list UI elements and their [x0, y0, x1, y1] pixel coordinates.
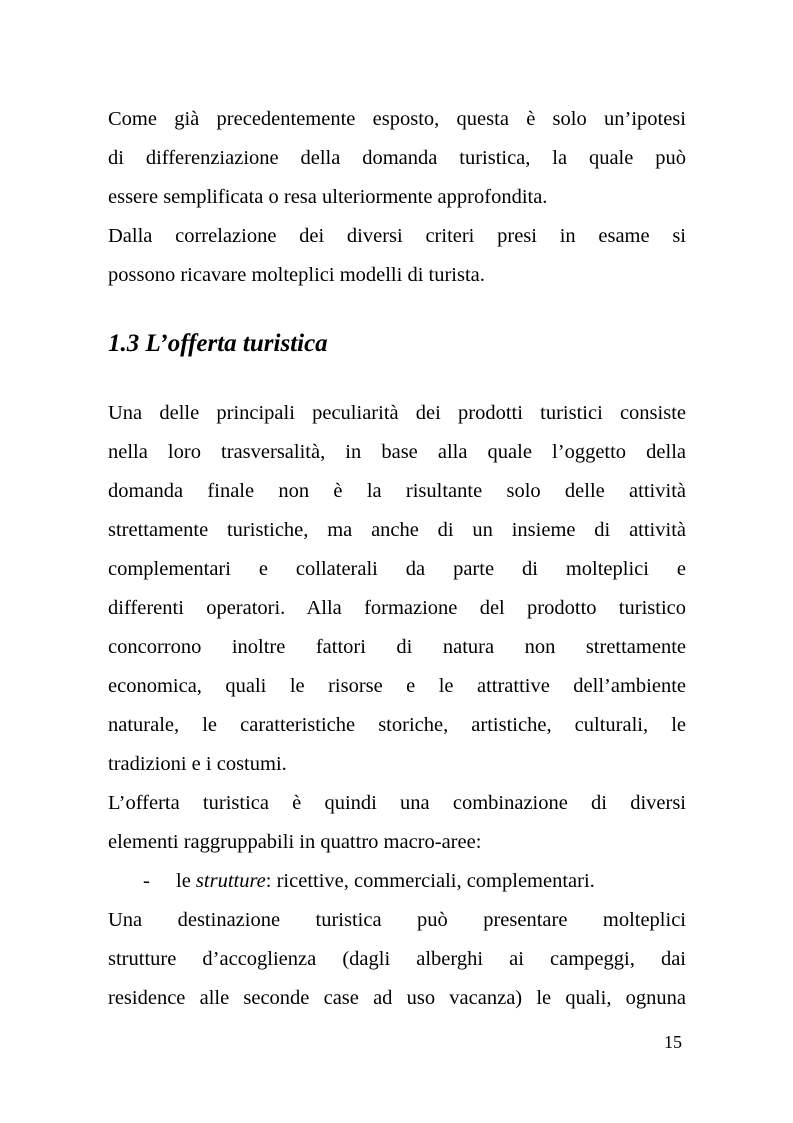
paragraph-line: complementari e collaterali da parte di molteplici e [108, 558, 686, 580]
list-item-text [176, 862, 595, 901]
paragraph-line: Una delle principali peculiarità dei prodotti turistici consiste [108, 402, 686, 424]
paragraph-line: elementi raggruppabili in quattro macro-aree: [108, 831, 482, 853]
paragraph-line: L’offerta turistica è quindi una combinazione di diversi [108, 792, 686, 814]
paragraph-line: residence alle seconde case ad uso vacanza) le quali, ognuna [108, 987, 686, 1009]
page-number: 15 [664, 1032, 682, 1052]
section-heading: 1.3 L’offerta turistica [108, 330, 328, 357]
paragraph-line: Dalla correlazione dei diversi criteri presi in esame si [108, 225, 686, 247]
paragraph-line: di differenziazione della domanda turistica, la quale può [108, 147, 686, 169]
paragraph-line: naturale, le caratteristiche storiche, artistiche, culturali, le [108, 714, 686, 736]
paragraph-line: essere semplificata o resa ulteriormente approfondita. [108, 186, 548, 208]
list-dash: - [143, 870, 150, 892]
paragraph-line: differenti operatori. Alla formazione del prodotto turistico [108, 597, 686, 619]
list-item-suffix: : ricettive, commerciali, complementari. [265, 870, 595, 892]
paragraph-line: concorrono inoltre fattori di natura non strettamente [108, 636, 686, 658]
list-item-prefix: le [176, 870, 196, 892]
list-item-emphasis: strutture [195, 870, 266, 892]
list-item [108, 862, 686, 901]
paragraph-line: economica, quali le risorse e le attrattive dell’ambiente [108, 675, 686, 697]
intro-paragraphs [108, 100, 686, 295]
paragraph-line: tradizioni e i costumi. [108, 753, 287, 775]
section-body [108, 394, 686, 1018]
paragraph-line: strettamente turistiche, ma anche di un insieme di attività [108, 519, 686, 541]
paragraph-line: strutture d’accoglienza (dagli alberghi ai campeggi, dai [108, 948, 686, 970]
paragraph-line: Come già precedentemente esposto, questa è solo un’ipotesi [108, 108, 686, 130]
paragraph-line: domanda finale non è la risultante solo delle attività [108, 480, 686, 502]
paragraph-line: Una destinazione turistica può presentare molteplici [108, 909, 686, 931]
paragraph-line: possono ricavare molteplici modelli di turista. [108, 264, 485, 286]
paragraph-line: nella loro trasversalità, in base alla quale l’oggetto della [108, 441, 686, 463]
